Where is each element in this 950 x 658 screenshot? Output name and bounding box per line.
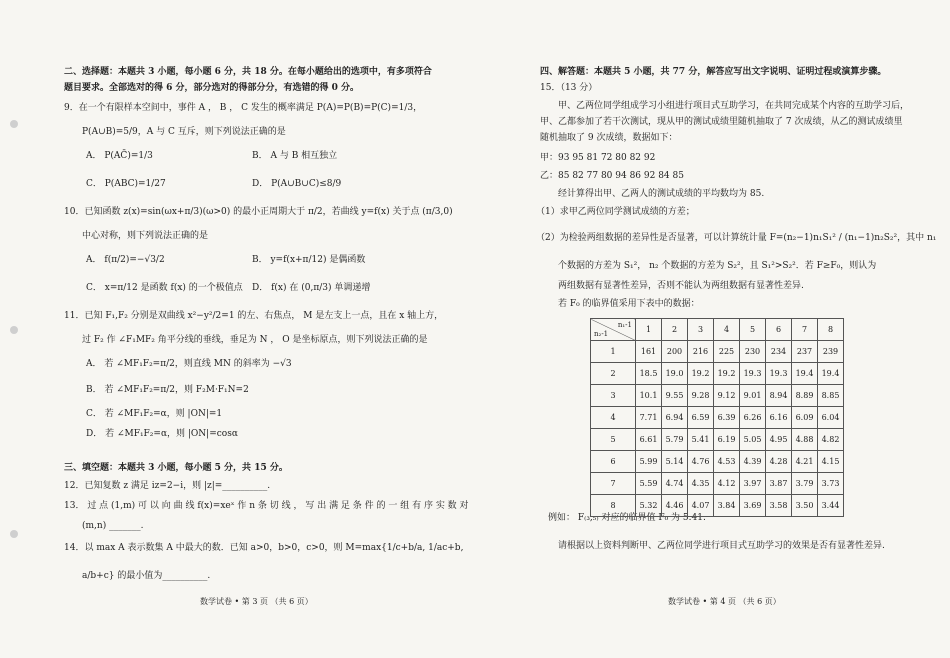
text-line: D． 若 ∠MF₁F₂=α，则 |ON|=cosα <box>86 429 238 439</box>
table-cell: 161 <box>636 341 662 363</box>
text-line: B． y=f(x+π/12) 是偶函数 <box>252 255 366 265</box>
table-cell: 6.59 <box>688 407 714 429</box>
corner-top-label: n₁-1 <box>617 321 632 329</box>
text-line: 13． 过 点 (1,m) 可 以 向 曲 线 f(x)=xeˣ 作 n 条 切 线 ， 写 出 满 足 条 件 的 一 组 有 序 实 数 对 <box>64 501 469 511</box>
text-line: C． 若 ∠MF₁F₂=α，则 |ON|=1 <box>86 409 223 419</box>
row-key-cell: 7 <box>591 473 636 495</box>
table-cell: 4.76 <box>688 451 714 473</box>
table-corner-cell <box>591 319 636 341</box>
table-cell: 234 <box>766 341 792 363</box>
table-cell: 6.19 <box>714 429 740 451</box>
table-cell: 9.55 <box>662 385 688 407</box>
text-line: 二、选择题：本题共 3 小题，每小题 6 分，共 18 分。在每小题给出的选项中，有多项符合 <box>64 67 432 77</box>
table-header-cell: 3 <box>688 319 714 341</box>
row-key-cell: 4 <box>591 407 636 429</box>
table-cell: 4.35 <box>688 473 714 495</box>
table-cell: 19.2 <box>714 363 740 385</box>
text-line: 四、解答题：本题共 5 小题，共 77 分，解答应写出文字说明、证明过程或演算步骤。 <box>540 67 887 77</box>
table-cell: 9.28 <box>688 385 714 407</box>
text-line: 若 F₀ 的临界值采用下表中的数据： <box>558 299 700 309</box>
table-row <box>591 407 844 429</box>
text-line: P(A∪B)=5/9，A 与 C 互斥，则下列说法正确的是 <box>82 127 286 137</box>
table-cell: 3.79 <box>792 473 818 495</box>
row-key-cell: 5 <box>591 429 636 451</box>
table-cell: 3.87 <box>766 473 792 495</box>
table-row <box>591 429 844 451</box>
row-key-cell: 2 <box>591 363 636 385</box>
text-line: 过 F₂ 作 ∠F₁MF₂ 角平分线的垂线，垂足为 N ， O 是坐标原点，则下列说法正确的是 <box>82 335 428 345</box>
text-line: C． x=π/12 是函数 f(x) 的一个极值点 <box>86 283 243 293</box>
text-line: 12．已知复数 z 满足 iz=2−i，则 |z|=__________. <box>64 481 271 491</box>
text-line: 中心对称，则下列说法正确的是 <box>82 231 209 241</box>
table-cell: 9.01 <box>740 385 766 407</box>
text-line: 11．已知 F₁,F₂ 分别是双曲线 x²−y²/2=1 的左、右焦点， M 是左支上一点，且在 x 轴上方， <box>64 311 444 321</box>
table-cell: 216 <box>688 341 714 363</box>
text-line: D． P(A∪B∪C)≤8/9 <box>252 179 342 189</box>
text-line: 题目要求。全部选对的得 6 分，部分选对的得部分分，有选错的得 0 分。 <box>64 83 360 93</box>
table-header-cell: 1 <box>636 319 662 341</box>
text-line: （2）为检验两组数据的差异性是否显著，可以计算统计量 F=(n₂−1)n₁S₁² / (n₁−1)n₂S₂²，其中 n₁ <box>536 233 937 243</box>
table-cell: 5.32 <box>636 495 662 517</box>
text-line: 9．在一个有限样本空间中，事件 A ， B ， C 发生的概率满足 P(A)=P(B)=P(C)=1/3， <box>64 103 423 113</box>
table-cell: 4.46 <box>662 495 688 517</box>
table-row <box>591 341 844 363</box>
text-line: C． P(ABC)=1/27 <box>86 179 166 189</box>
table-cell: 6.61 <box>636 429 662 451</box>
table-header-cell: 4 <box>714 319 740 341</box>
table-cell: 5.79 <box>662 429 688 451</box>
table-cell: 7.71 <box>636 407 662 429</box>
text-line: 14．以 max A 表示数集 A 中最大的数．已知 a>0，b>0，c>0，则 M=max{1/c+b/a, 1/ac+b, <box>64 543 464 553</box>
table-row <box>591 473 844 495</box>
text-line: A． f(π/2)=−√3/2 <box>86 255 165 265</box>
text-line: a/b+c} 的最小值为__________. <box>82 571 211 581</box>
text-line: 乙：85 82 77 80 94 86 92 84 85 <box>540 171 684 181</box>
table-cell: 6.94 <box>662 407 688 429</box>
table-cell: 6.26 <box>740 407 766 429</box>
punch-hole-mark <box>10 530 18 538</box>
table-cell: 19.4 <box>792 363 818 385</box>
table-cell: 4.21 <box>792 451 818 473</box>
table-cell: 225 <box>714 341 740 363</box>
text-line: 请根据以上资料判断甲、乙两位同学进行项目式互助学习的效果是否有显著性差异. <box>558 541 885 551</box>
table-header-cell: 8 <box>818 319 844 341</box>
table-cell: 8.85 <box>818 385 844 407</box>
table-cell: 4.28 <box>766 451 792 473</box>
punch-hole-mark <box>10 326 18 334</box>
table-cell: 3.44 <box>818 495 844 517</box>
table-cell: 5.41 <box>688 429 714 451</box>
text-line: 15．（13 分） <box>540 83 598 93</box>
text-line: 甲、乙都参加了若干次测试，现从甲的测试成绩里随机抽取了 7 次成绩，从乙的测试成绩里 <box>540 117 903 127</box>
table-cell: 5.14 <box>662 451 688 473</box>
table-cell: 230 <box>740 341 766 363</box>
corner-bottom-label: n₂-1 <box>594 330 609 338</box>
table-header-cell: 2 <box>662 319 688 341</box>
table-cell: 5.99 <box>636 451 662 473</box>
table-cell: 19.4 <box>818 363 844 385</box>
table-cell: 3.58 <box>766 495 792 517</box>
table-cell: 19.3 <box>740 363 766 385</box>
text-line: A． 若 ∠MF₁F₂=π/2，则直线 MN 的斜率为 −√3 <box>86 359 292 369</box>
text-line: 例如： F₍₃,₅₎ 对应的临界值 F₀ 为 5.41. <box>548 513 706 523</box>
text-line: B． 若 ∠MF₁F₂=π/2，则 F₂M·F₁N=2 <box>86 385 249 395</box>
text-line: （1）求甲乙两位同学测试成绩的方差； <box>536 207 695 217</box>
table-cell: 9.12 <box>714 385 740 407</box>
page-3-footer: 数学试卷 • 第 3 页 （共 6 页） <box>200 597 313 606</box>
table-header-cell: 5 <box>740 319 766 341</box>
table-row <box>591 385 844 407</box>
table-cell: 18.5 <box>636 363 662 385</box>
table-cell: 6.04 <box>818 407 844 429</box>
table-cell: 6.16 <box>766 407 792 429</box>
table-header-cell: 7 <box>792 319 818 341</box>
table-cell: 6.39 <box>714 407 740 429</box>
table-row <box>591 363 844 385</box>
table-cell: 10.1 <box>636 385 662 407</box>
table-cell: 200 <box>662 341 688 363</box>
text-line: 两组数据有显著性差异，否则不能认为两组数据有显著性差异. <box>558 281 804 291</box>
table-cell: 4.82 <box>818 429 844 451</box>
text-line: B． A 与 B 相互独立 <box>252 151 338 161</box>
text-line: 甲：93 95 81 72 80 82 92 <box>540 153 656 163</box>
text-line: 个数据的方差为 S₁²， n₂ 个数据的方差为 S₂²，且 S₁²>S₂²．若 F≥F₀，则认为 <box>558 261 877 271</box>
text-line: 10．已知函数 z(x)=sin(ωx+π/3)(ω>0) 的最小正周期大于 π/2，若曲线 y=f(x) 关于点 (π/3,0) <box>64 207 453 217</box>
text-line: 随机抽取了 9 次成绩，数据如下： <box>540 133 678 143</box>
table-cell: 8.94 <box>766 385 792 407</box>
page-4-footer: 数学试卷 • 第 4 页 （共 6 页） <box>668 597 781 606</box>
row-key-cell: 3 <box>591 385 636 407</box>
table-header-cell: 6 <box>766 319 792 341</box>
table-cell: 3.50 <box>792 495 818 517</box>
text-line: (m,n) _______. <box>82 521 144 531</box>
table-cell: 4.39 <box>740 451 766 473</box>
table-cell: 19.3 <box>766 363 792 385</box>
row-key-cell: 1 <box>591 341 636 363</box>
table-cell: 5.05 <box>740 429 766 451</box>
table-cell: 19.2 <box>688 363 714 385</box>
table-cell: 4.53 <box>714 451 740 473</box>
table-cell: 239 <box>818 341 844 363</box>
table-cell: 237 <box>792 341 818 363</box>
table-cell: 4.95 <box>766 429 792 451</box>
row-key-cell: 8 <box>591 495 636 517</box>
table-row <box>591 451 844 473</box>
row-key-cell: 6 <box>591 451 636 473</box>
table-cell: 3.97 <box>740 473 766 495</box>
table-cell: 5.59 <box>636 473 662 495</box>
table-cell: 4.88 <box>792 429 818 451</box>
table-cell: 4.74 <box>662 473 688 495</box>
text-line: 经计算得出甲、乙两人的测试成绩的平均数均为 85. <box>558 189 765 199</box>
punch-hole-mark <box>10 120 18 128</box>
table-cell: 4.07 <box>688 495 714 517</box>
table-cell: 8.89 <box>792 385 818 407</box>
table-cell: 4.15 <box>818 451 844 473</box>
table-cell: 3.84 <box>714 495 740 517</box>
table-cell: 3.69 <box>740 495 766 517</box>
table-row <box>591 495 844 517</box>
table-cell: 4.12 <box>714 473 740 495</box>
f-critical-value-table <box>590 318 844 517</box>
text-line: 甲、乙两位同学组成学习小组进行项目式互助学习，在共同完成某个内容的互助学习后， <box>558 101 910 111</box>
text-line: D． f(x) 在 (0,π/3) 单调递增 <box>252 283 371 293</box>
table-cell: 3.73 <box>818 473 844 495</box>
text-line: A． P(AC̄)=1/3 <box>86 151 153 161</box>
table-cell: 19.0 <box>662 363 688 385</box>
text-line: 三、填空题：本题共 3 小题，每小题 5 分，共 15 分。 <box>64 463 288 473</box>
table-cell: 6.09 <box>792 407 818 429</box>
